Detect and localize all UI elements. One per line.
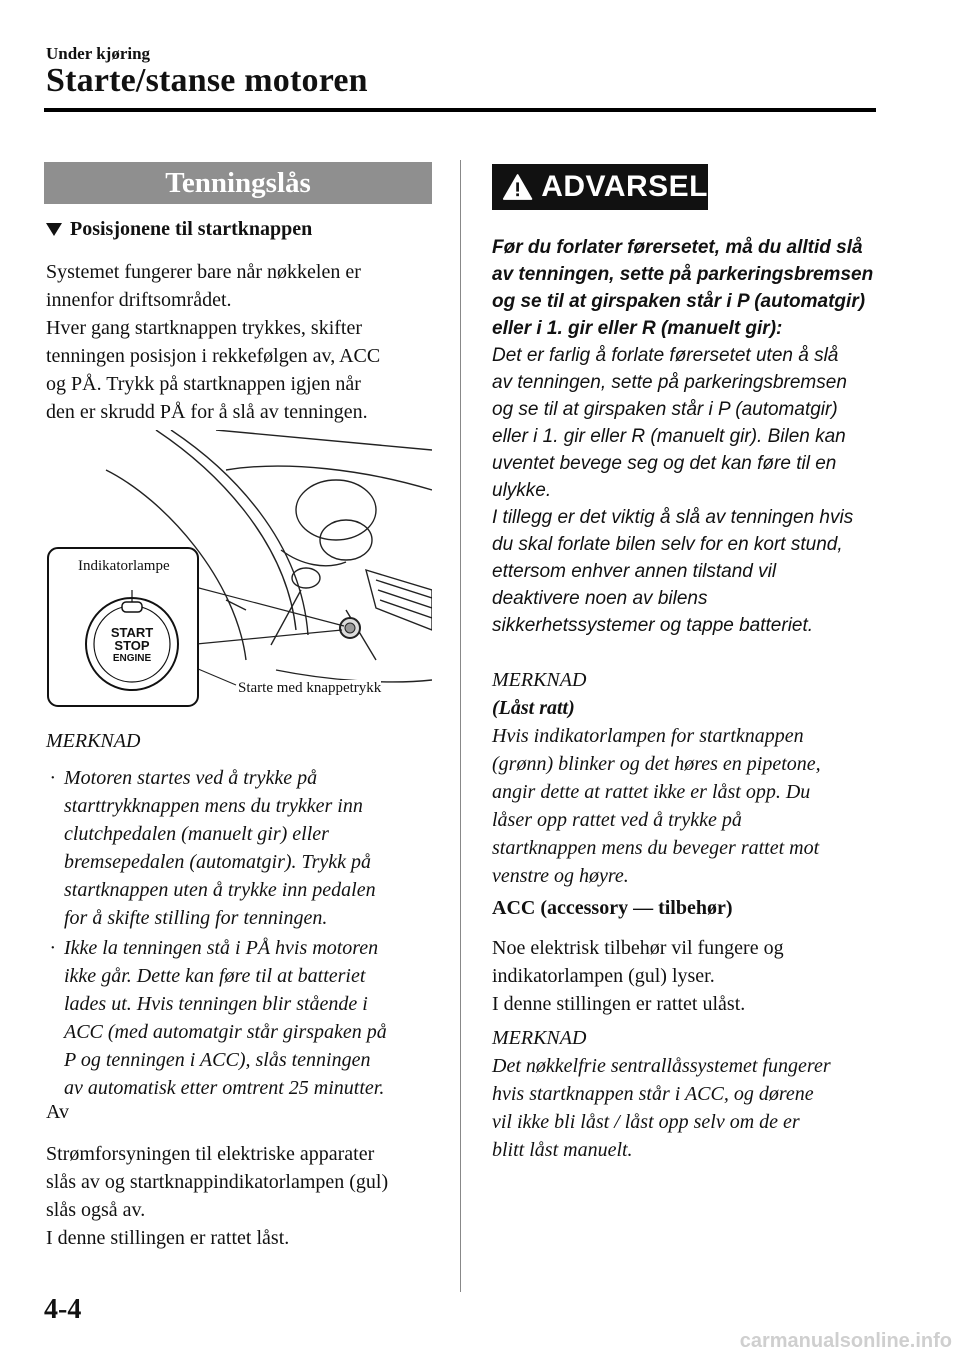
indicator-lamp-label: Indikatorlampe	[78, 558, 170, 574]
warning-line: uventet bevege seg og det kan føre til en	[492, 453, 837, 474]
intro-paragraph	[46, 258, 446, 426]
button-text-stop: STOP	[114, 638, 150, 653]
warning-line: sikkerhetssystemer og tappe batteriet.	[492, 615, 814, 636]
acc-line: I denne stillingen er rattet ulåst.	[492, 993, 746, 1015]
bullet-line: lades ut. Hvis tenningen blir stående i	[64, 993, 368, 1015]
warning-bold-line: eller i 1. gir eller R (manuelt gir):	[492, 318, 783, 339]
warning-line: eller i 1. gir eller R (manuelt gir). Bilen kan	[492, 426, 846, 447]
note2-body	[492, 1052, 882, 1164]
acc-line: Noe elektrisk tilbehør vil fungere og	[492, 937, 784, 959]
note2-line: blitt låst manuelt.	[492, 1139, 633, 1161]
intro-line: den er skrudd PÅ for å slå av tenningen.	[46, 401, 368, 423]
acc-paragraph	[492, 934, 882, 1018]
warning-line: deaktivere noen av bilens	[492, 588, 708, 609]
start-button-label: Starte med knappetrykk	[238, 680, 382, 696]
bullet-line: P og tenningen i ACC), slås tenningen	[64, 1049, 371, 1071]
bullet-line: bremsepedalen (automatgir). Trykk på	[64, 851, 371, 873]
bullet-dot-icon: ·	[50, 767, 55, 789]
note2-line: vil ikke bli låst / låst opp selv om de er	[492, 1111, 800, 1133]
note1-line: Hvis indikatorlampen for startknappen	[492, 725, 804, 747]
note-bullet	[46, 934, 446, 1102]
bullet-line: startknappen uten å trykke inn pedalen	[64, 879, 376, 901]
note1-line: venstre og høyre.	[492, 865, 629, 887]
bullet-line: Ikke la tenningen stå i PÅ hvis motoren	[64, 937, 379, 959]
warning-line: av tenningen, sette på parkeringsbremsen	[492, 372, 847, 393]
warning-triangle-icon	[502, 172, 533, 202]
note1-line: angir dette at rattet ikke er låst opp. Du	[492, 781, 811, 803]
av-line: slås av og startknappindikatorlampen (gul)	[46, 1171, 389, 1193]
bullet-line: for å skifte stilling for tenningen.	[64, 907, 328, 929]
intro-line: innenfor driftsområdet.	[46, 289, 232, 311]
dashboard-illustration	[46, 430, 432, 708]
note1-subtitle: (Låst ratt)	[492, 697, 575, 719]
intro-line: Systemet fungerer bare når nøkkelen er	[46, 261, 361, 283]
subheading-text: Posisjonene til startknappen	[70, 218, 313, 240]
header-rule	[44, 108, 876, 112]
subheading	[46, 218, 312, 241]
button-text-engine: ENGINE	[112, 653, 152, 664]
note-bullet	[46, 764, 446, 932]
note-title: MERKNAD	[46, 730, 141, 752]
warning-line: Det er farlig å forlate førersetet uten å slå	[492, 345, 839, 366]
warning-line: ettersom enhver annen tilstand vil	[492, 561, 777, 582]
warning-line: og se til at girspaken står i P (automatgir)	[492, 399, 838, 420]
bullet-line: ACC (med automatgir står girspaken på	[64, 1021, 387, 1043]
warning-label: ADVARSEL	[541, 170, 708, 203]
bullet-line: av automatisk etter omtrent 25 minutter.	[64, 1077, 385, 1099]
bullet-line: ikke går. Dette kan føre til at batteriet	[64, 965, 366, 987]
intro-line: Hver gang startknappen trykkes, skifter	[46, 317, 363, 339]
warning-bold-line: og se til at girspaken står i P (automatgir)	[492, 291, 866, 312]
note2-title: MERKNAD	[492, 1027, 587, 1049]
triangle-bullet-icon	[46, 223, 62, 236]
warning-badge	[492, 164, 708, 210]
av-line: Strømforsyningen til elektriske apparater	[46, 1143, 375, 1165]
warning-line: ulykke.	[492, 480, 552, 501]
warning-line: I tillegg er det viktig å slå av tenningen hvis	[492, 507, 854, 528]
intro-line: tenningen posisjon i rekkefølgen av, ACC	[46, 345, 381, 367]
note1-line: låser opp rattet ved å trykke på	[492, 809, 742, 831]
column-divider	[460, 160, 461, 1292]
page-number: 4-4	[44, 1294, 82, 1325]
button-text-start: START	[110, 625, 154, 640]
page-title: Starte/stanse motoren	[46, 62, 368, 99]
chapter-label: Under kjøring	[46, 44, 151, 63]
note1-line: (grønn) blinker og det høres en pipetone,	[492, 753, 821, 775]
note-bullet-list	[46, 764, 446, 1104]
note1-body	[492, 722, 882, 890]
note2-line: Det nøkkelfrie sentrallåssystemet fungerer	[492, 1055, 831, 1077]
start-stop-button-face	[102, 626, 162, 665]
av-line: I denne stillingen er rattet låst.	[46, 1227, 290, 1249]
note1-title: MERKNAD	[492, 669, 587, 691]
section-banner: Tenningslås	[44, 162, 432, 204]
av-paragraph	[46, 1140, 446, 1252]
note2-line: hvis startknappen står i ACC, og dørene	[492, 1083, 814, 1105]
bullet-line: clutchpedalen (manuelt gir) eller	[64, 823, 329, 845]
watermark: carmanualsonline.info	[739, 1330, 952, 1352]
note1-line: startknappen mens du beveger rattet mot	[492, 837, 820, 859]
warning-bold-line: av tenningen, sette på parkeringsbremsen	[492, 264, 874, 285]
warning-line: du skal forlate bilen selv for en kort stund,	[492, 534, 843, 555]
warning-body	[492, 234, 882, 639]
av-line: slås også av.	[46, 1199, 146, 1221]
intro-line: og PÅ. Trykk på startknappen igjen når	[46, 373, 361, 395]
warning-bold-line: Før du forlater førersetet, må du alltid slå	[492, 237, 863, 258]
bullet-line: starttrykknappen mens du trykker inn	[64, 795, 363, 817]
acc-line: indikatorlampen (gul) lyser.	[492, 965, 715, 987]
bullet-line: Motoren startes ved å trykke på	[64, 767, 318, 789]
bullet-dot-icon: ·	[50, 937, 55, 959]
av-heading: Av	[46, 1101, 69, 1123]
acc-heading: ACC (accessory — tilbehør)	[492, 897, 733, 919]
